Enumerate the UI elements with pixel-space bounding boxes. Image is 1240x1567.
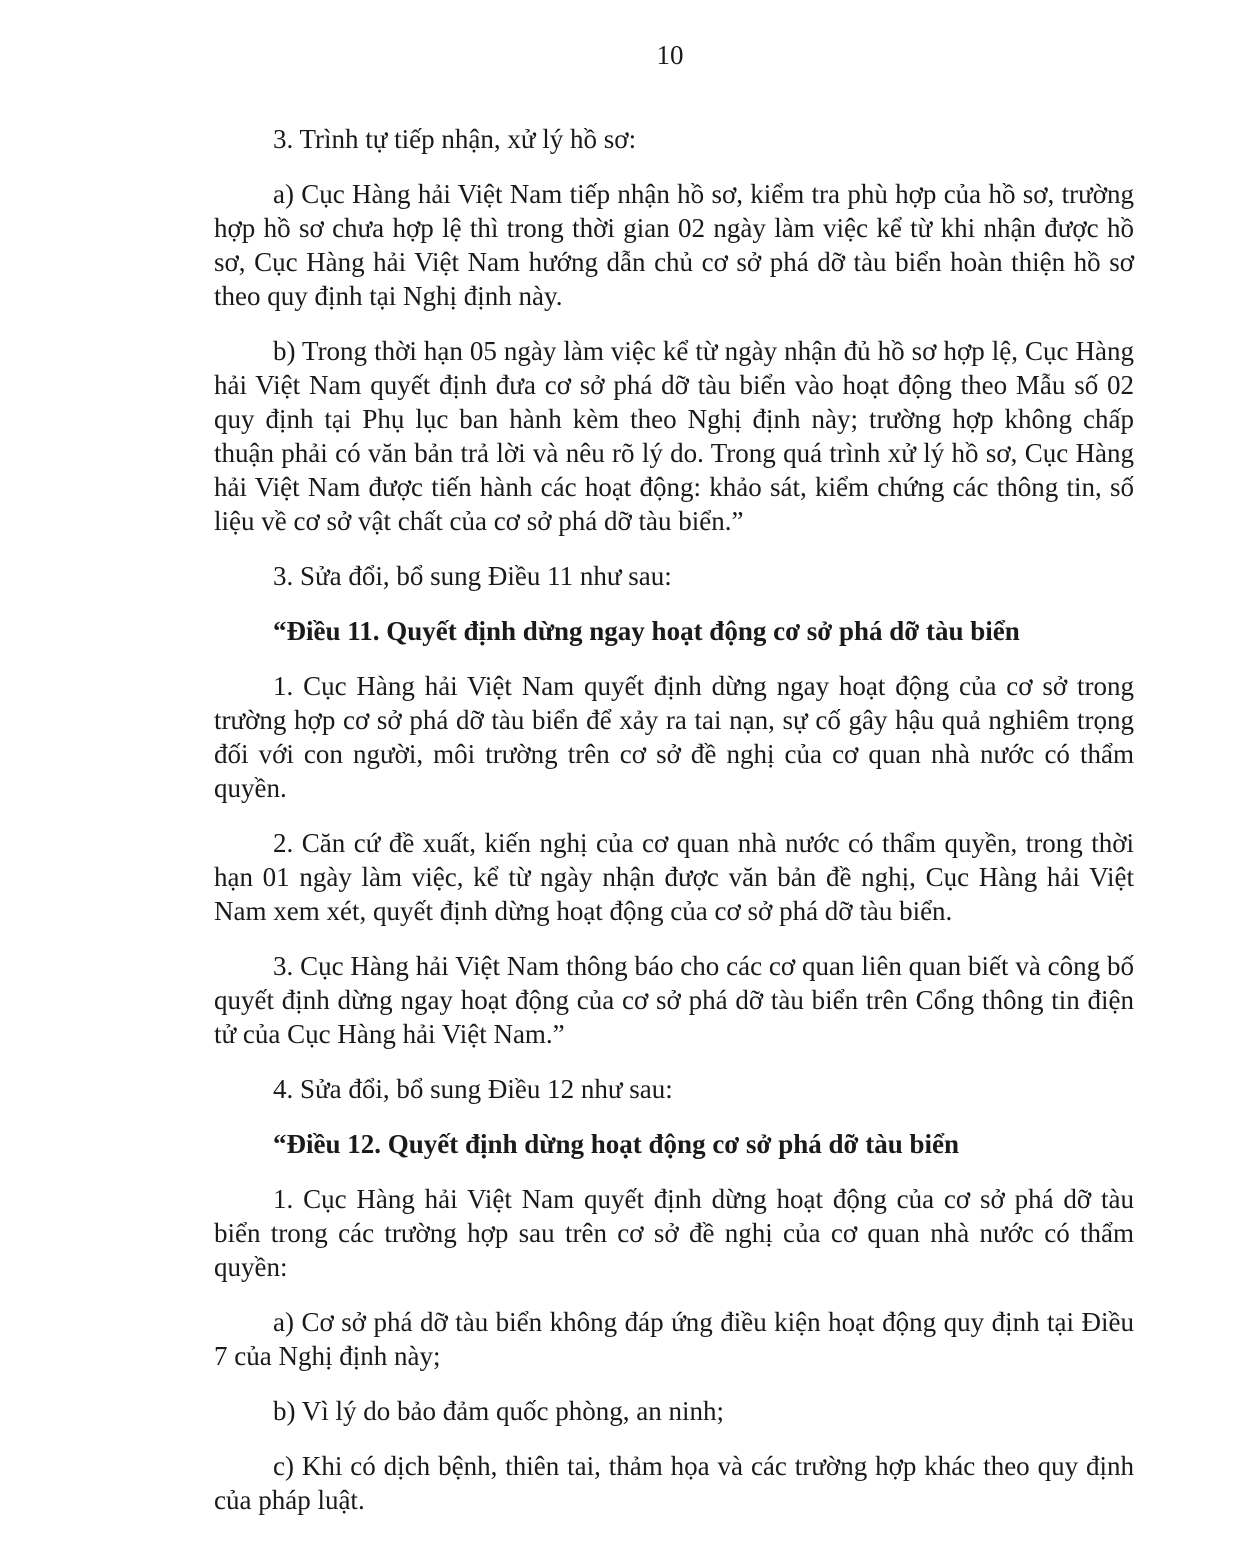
paragraph-procedure-a: a) Cục Hàng hải Việt Nam tiếp nhận hồ sơ, kiểm tra phù hợp của hồ sơ, trường hợp hồ sơ chưa hợp lệ thì trong thời gian 02 ngày làm việc kể từ khi nhận được hồ sơ, Cục Hàng hải Việt Nam hướng dẫn chủ cơ sở phá dỡ tàu biển hoàn thiện hồ sơ theo quy định tại Nghị định này. <box>214 179 1134 311</box>
article-11-clause-1: 1. Cục Hàng hải Việt Nam quyết định dừng ngay hoạt động của cơ sở trong trường hợp cơ sở phá dỡ tàu biển để xảy ra tai nạn, sự cố gây hậu quả nghiêm trọng đối với con người, môi trường trên cơ sở đề nghị của cơ quan nhà nước có thẩm quyền. <box>214 671 1134 803</box>
paragraph-procedure-heading: 3. Trình tự tiếp nhận, xử lý hồ sơ: <box>273 124 637 154</box>
article-11-title: “Điều 11. Quyết định dừng ngay hoạt động cơ sở phá dỡ tàu biển <box>273 616 1020 646</box>
article-12-point-b: b) Vì lý do bảo đảm quốc phòng, an ninh; <box>273 1396 724 1426</box>
article-12-clause-1: 1. Cục Hàng hải Việt Nam quyết định dừng hoạt động của cơ sở phá dỡ tàu biển trong các trường hợp sau trên cơ sở đề nghị của cơ quan nhà nước có thẩm quyền: <box>214 1184 1134 1282</box>
article-11-clause-2: 2. Căn cứ đề xuất, kiến nghị của cơ quan nhà nước có thẩm quyền, trong thời hạn 01 ngày làm việc, kể từ ngày nhận được văn bản đề nghị, Cục Hàng hải Việt Nam xem xét, quyết định dừng hoạt động của cơ sở phá dỡ tàu biển. <box>214 828 1134 926</box>
paragraph-procedure-b: b) Trong thời hạn 05 ngày làm việc kể từ ngày nhận đủ hồ sơ hợp lệ, Cục Hàng hải Việt Nam quyết định đưa cơ sở phá dỡ tàu biển vào hoạt động theo Mẫu số 02 quy định tại Phụ lục ban hành kèm theo Nghị định này; trường hợp không chấp thuận phải có văn bản trả lời và nêu rõ lý do. Trong quá trình xử lý hồ sơ, Cục Hàng hải Việt Nam được tiến hành các hoạt động: khảo sát, kiểm chứng các thông tin, số liệu về cơ sở vật chất của cơ sở phá dỡ tàu biển.” <box>214 336 1134 536</box>
paragraph-amend-article-12: 4. Sửa đổi, bổ sung Điều 12 như sau: <box>273 1074 673 1104</box>
document-body <box>214 122 1134 1517</box>
article-12-point-c: c) Khi có dịch bệnh, thiên tai, thảm họa và các trường hợp khác theo quy định của pháp luật. <box>214 1451 1134 1515</box>
article-12-point-a: a) Cơ sở phá dỡ tàu biển không đáp ứng điều kiện hoạt động quy định tại Điều 7 của Nghị định này; <box>214 1307 1134 1371</box>
page-number: 10 <box>656 40 684 70</box>
paragraph-amend-article-11: 3. Sửa đổi, bổ sung Điều 11 như sau: <box>273 561 672 591</box>
article-12-title: “Điều 12. Quyết định dừng hoạt động cơ sở phá dỡ tàu biển <box>273 1129 959 1159</box>
article-11-clause-3: 3. Cục Hàng hải Việt Nam thông báo cho các cơ quan liên quan biết và công bố quyết định dừng ngay hoạt động của cơ sở phá dỡ tàu biển trên Cổng thông tin điện tử của Cục Hàng hải Việt Nam.” <box>214 951 1134 1049</box>
